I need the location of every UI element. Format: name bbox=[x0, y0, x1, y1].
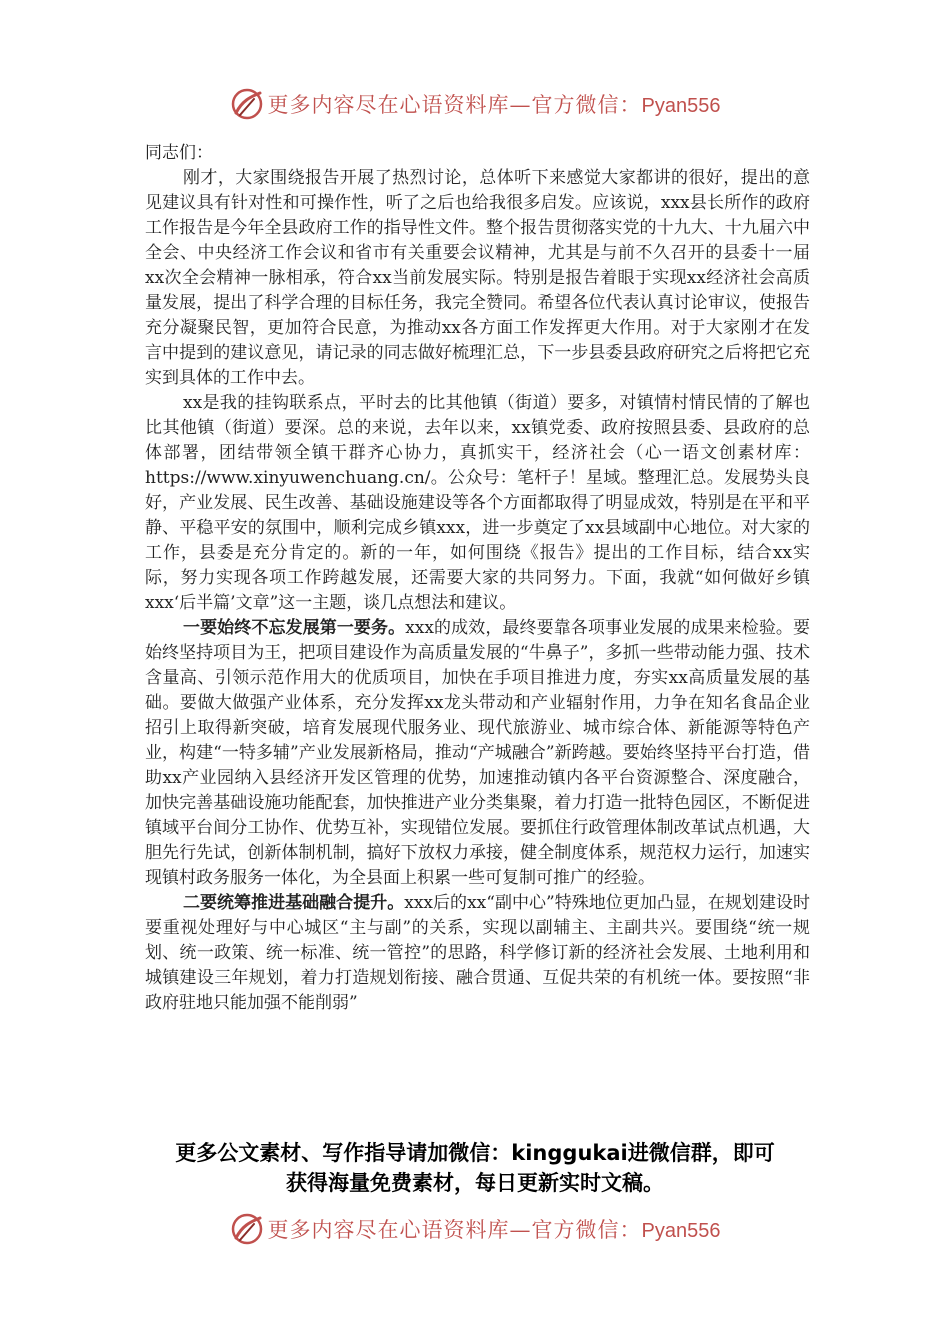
promo-line-1: 更多公文素材、写作指导请加微信：kinggukai进微信群，即可 bbox=[175, 1141, 775, 1165]
paragraph-4 bbox=[145, 891, 810, 1016]
header-wechat-id: Pyan556 bbox=[641, 95, 721, 117]
promo-line-2: 获得海量免费素材，每日更新实时文稿。 bbox=[286, 1171, 664, 1195]
header-banner-text: 更多内容尽在心语资料库—官方微信：Pyan556 bbox=[267, 93, 721, 117]
section-heading-2: 二要统筹推进基础融合提升。 bbox=[183, 893, 405, 913]
header-banner bbox=[0, 84, 950, 124]
footer-banner bbox=[0, 1209, 950, 1249]
footer-banner-text: 更多内容尽在心语资料库—官方微信：Pyan556 bbox=[267, 1218, 721, 1242]
document-body bbox=[145, 141, 810, 1016]
pen-swirl-logo-icon bbox=[230, 87, 264, 121]
section-heading-1: 一要始终不忘发展第一要务。 bbox=[183, 618, 406, 638]
paragraph-3 bbox=[145, 616, 810, 891]
paragraph-3-body: xxx的成效，最终要靠各项事业发展的成果来检验。要始终坚持项目为王，把项目建设作为高质量发展的“牛鼻子”，多抓一些带动能力强、技术含量高、引领示范作用大的优质项目，加快在手项目推进力度，夯实xx高质量发展的基础。要做大做强产业体系，充分发挥xx龙头带动和产业辐射作用，力争在知名食品企业招引上取得新突破，培育发展现代服务业、现代旅游业、城市综合体、新能源等特色产业，构建“一特多辅”产业发展新格局，推动“产城融合”新跨越。要始终坚持平台打造，借助xx产业园纳入县经济开发区管理的优势，加速推动镇内各平台资源整合、深度融合，加快完善基础设施功能配套，加快推进产业分类集聚，着力打造一批特色园区，不断促进镇域平台间分工协作、优势互补，实现错位发展。要抓住行政管理体制改革试点机遇，大胆先行先试，创新体制机制，搞好下放权力承接，健全制度体系，规范权力运行，加速实现镇村政务服务一体化，为全县面上积累一些可复制可推广的经验。 bbox=[145, 618, 810, 888]
footer-wechat-id: Pyan556 bbox=[641, 1220, 721, 1242]
pen-swirl-logo-icon bbox=[230, 1212, 264, 1246]
paragraph-1: 刚才，大家围绕报告开展了热烈讨论，总体听下来感觉大家都讲的很好，提出的意见建议具有针对性和可操作性，听了之后也给我很多启发。应该说，xxx县长所作的政府工作报告是今年全县政府工作的指导性文件。整个报告贯彻落实党的十九大、十九届六中全会、中央经济工作会议和省市有关重要会议精神，尤其是与前不久召开的县委十一届xx次全会精神一脉相承，符合xx当前发展实际。特别是报告着眼于实现xx经济社会高质量发展，提出了科学合理的目标任务，我完全赞同。希望各位代表认真讨论审议，使报告充分凝聚民智，更加符合民意，为推动xx各方面工作发挥更大作用。对于大家刚才在发言中提到的建议意见，请记录的同志做好梳理汇总，下一步县委县政府研究之后将把它充实到具体的工作中去。 bbox=[145, 168, 810, 388]
paragraph-4-body: xxx后的xx“副中心”特殊地位更加凸显，在规划建设时要重视处理好与中心城区“主与副”的关系，实现以副辅主、主副共兴。要围绕“统一规划、统一政策、统一标准、统一管控”的思路，科学修订新的经济社会发展、土地利用和城镇建设三年规划，着力打造规划衔接、融合贯通、互促共荣的有机统一体。要按照“非政府驻地只能加强不能削弱” bbox=[145, 893, 810, 1013]
paragraph-2: xx是我的挂钩联系点，平时去的比其他镇（街道）要多，对镇情村情民情的了解也比其他镇（街道）要深。总的来说，去年以来，xx镇党委、政府按照县委、县政府的总体部署，团结带领全镇干群齐心协力，真抓实干，经济社会（心一语文创素材库：https://www.xinyuwenchuang.cn/。公众号：笔杆子！星域。整理汇总。发展势头良好，产业发展、民生改善、基础设施建设等各个方面都取得了明显成效，特别是在平和平静、平稳平安的氛围中，顺利完成乡镇xxx，进一步奠定了xx县域副中心地位。对大家的工作，县委是充分肯定的。新的一年，如何围绕《报告》提出的工作目标，结合xx实际，努力实现各项工作跨越发展，还需要大家的共同努力。下面，我就“如何做好乡镇xxx‘后半篇’文章”这一主题，谈几点想法和建议。 bbox=[145, 393, 810, 613]
promo-notice bbox=[135, 1138, 815, 1198]
salutation: 同志们： bbox=[145, 143, 213, 163]
